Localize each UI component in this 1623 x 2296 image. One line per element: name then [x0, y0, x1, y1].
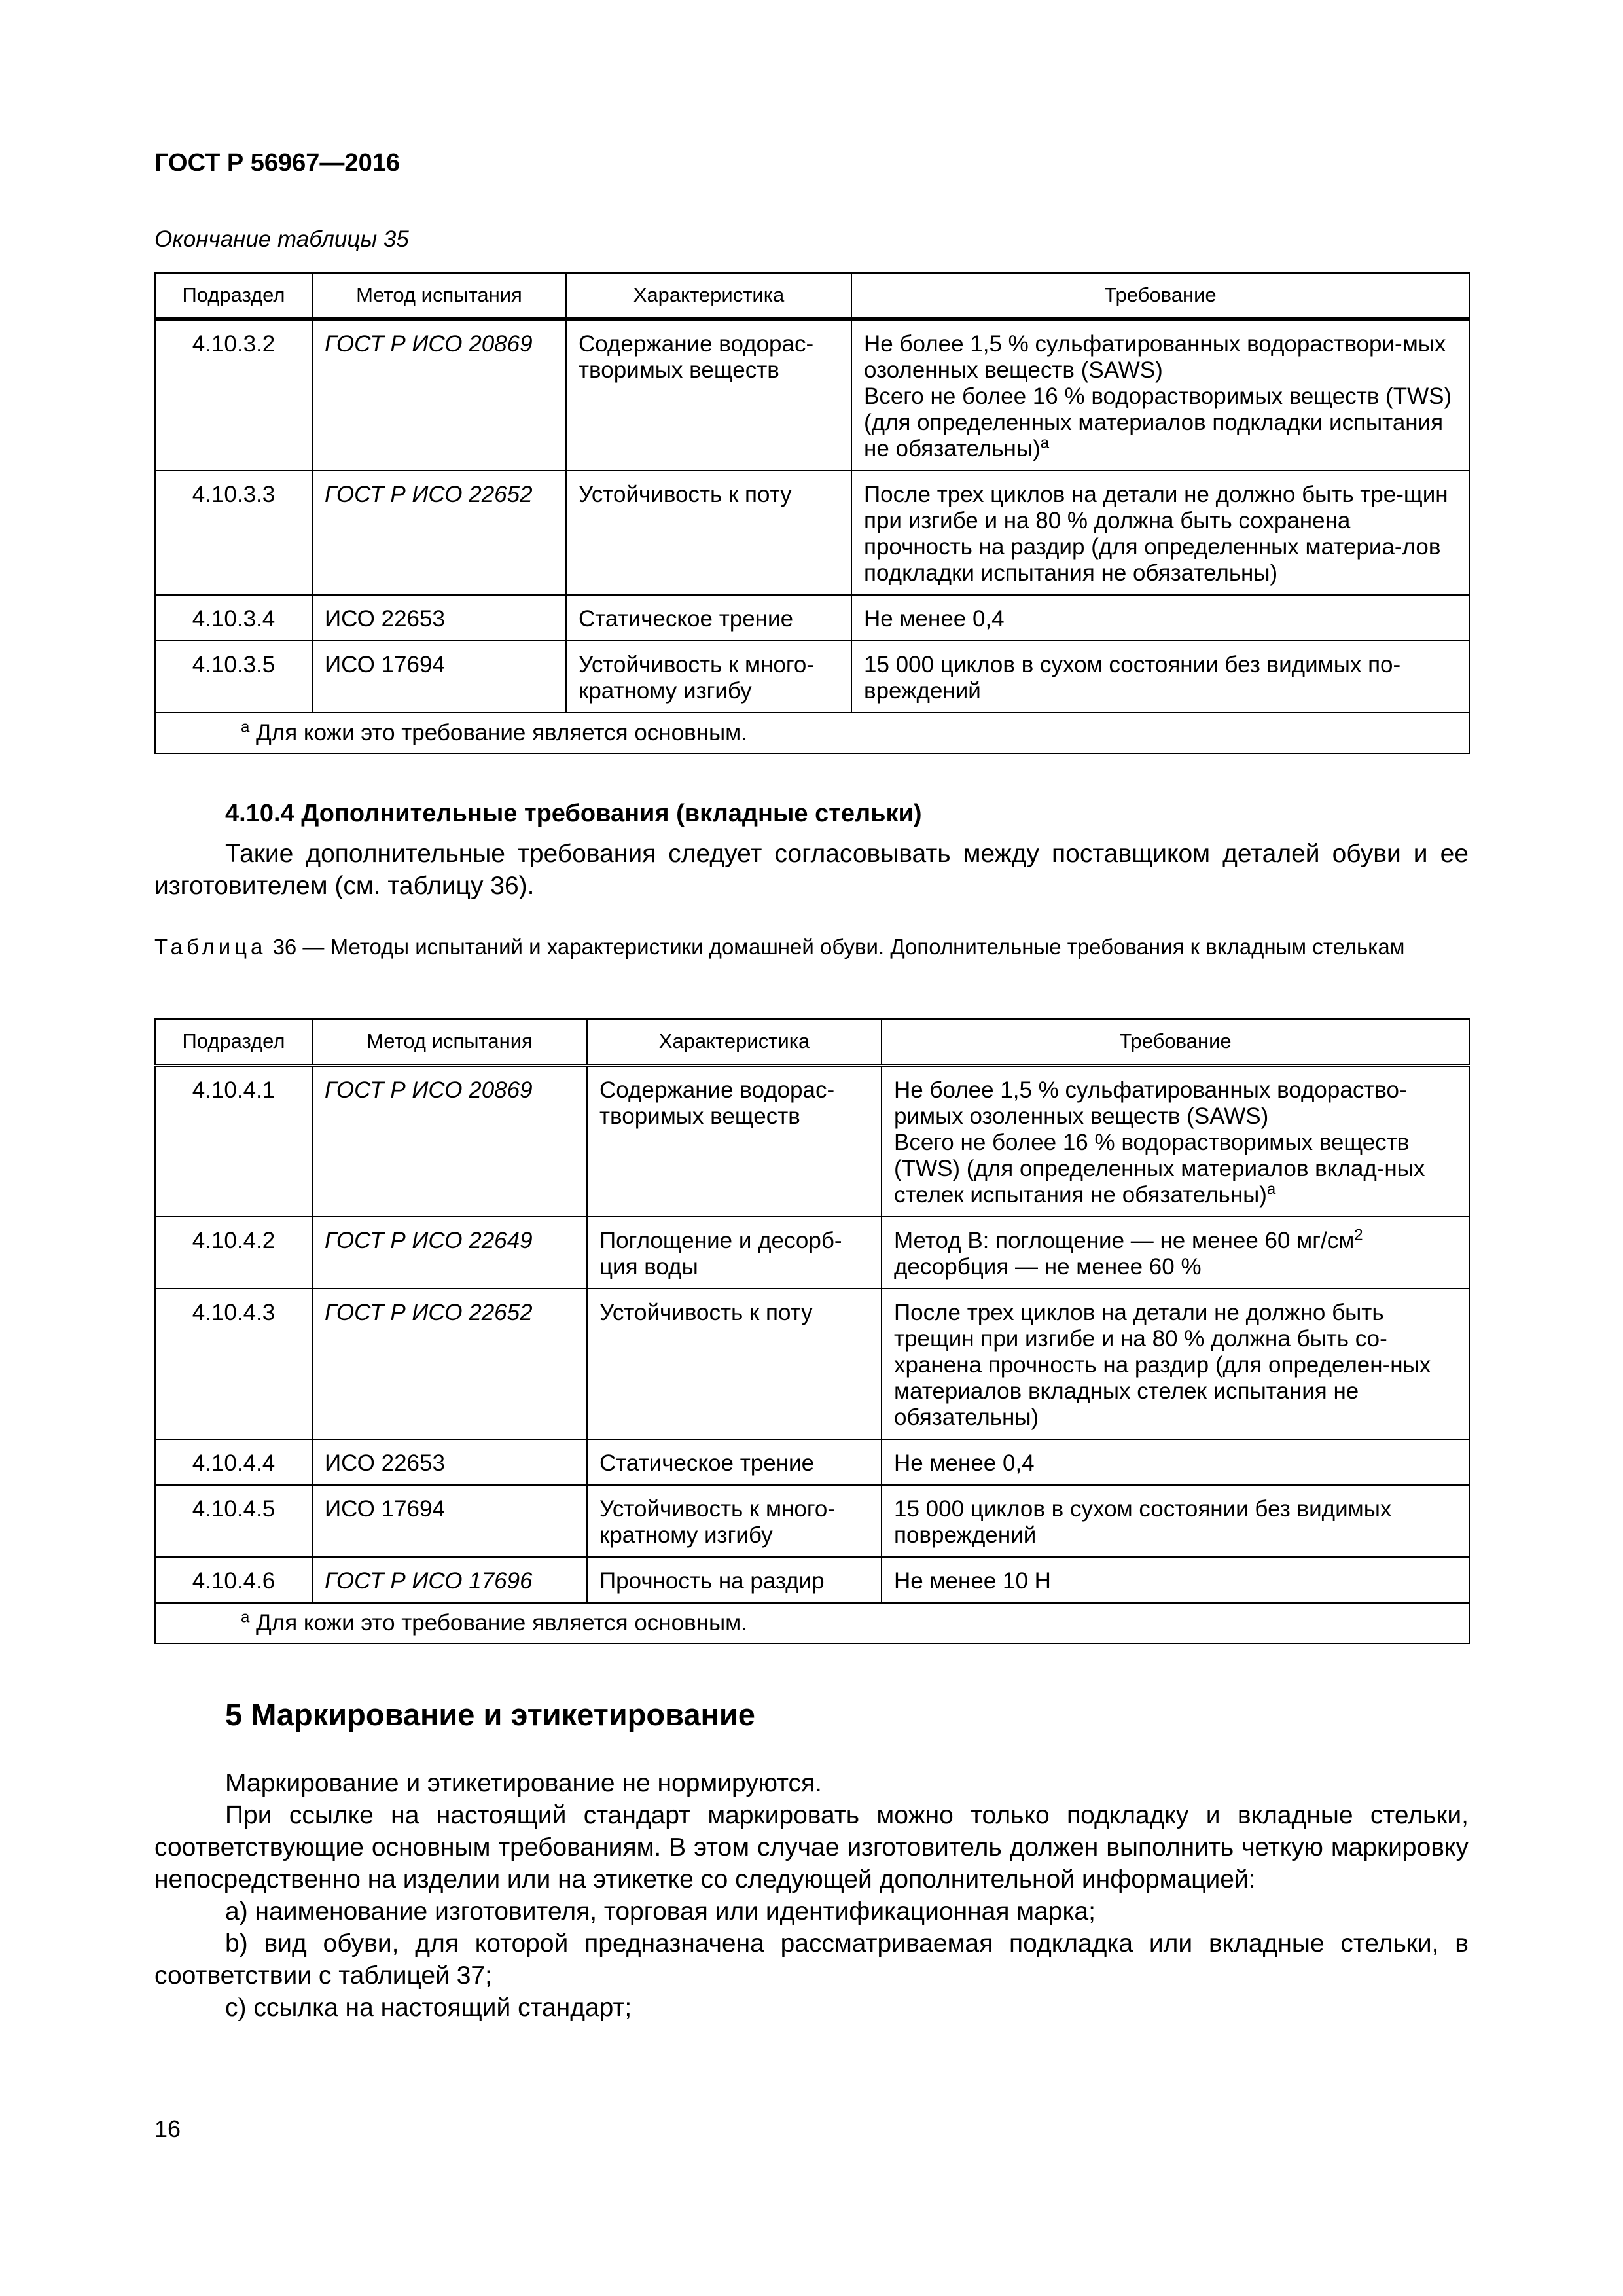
- cell-subsection: 4.10.3.3: [155, 471, 312, 595]
- cell-characteristic: Прочность на раздир: [587, 1557, 882, 1603]
- cell-requirement: [882, 1065, 1469, 1217]
- cell-requirement: 15 000 циклов в сухом состоянии без видимых повреждений: [882, 1485, 1469, 1557]
- requirement-line-1: Метод В: поглощение — не менее 60 мг/см: [894, 1227, 1355, 1253]
- table-row: [155, 1065, 1469, 1217]
- col-header-requirement: Требование: [851, 273, 1469, 319]
- cell-requirement: 15 000 циклов в сухом состоянии без видимых по-вреждений: [851, 641, 1469, 713]
- cell-requirement: Не менее 0,4: [882, 1439, 1469, 1485]
- cell-method: ИСО 17694: [312, 641, 566, 713]
- cell-subsection: 4.10.4.3: [155, 1289, 312, 1439]
- footnote-ref: a: [1266, 1179, 1276, 1198]
- footnote-text: Для кожи это требование является основным.: [256, 1609, 747, 1636]
- requirement-text: Не более 1,5 % сульфатированных водораствори-мых озоленных веществ (SAWS) Всего не более 16 % водорастворимых веществ (TWS) (для определенных материалов подкладки испытания не обязательны): [864, 331, 1452, 461]
- cell-requirement: Не менее 10 Н: [882, 1557, 1469, 1603]
- cell-requirement: После трех циклов на детали не должно быть трещин при изгибе и на 80 % должна быть со-хранена прочность на раздир (для определен-ных материалов вкладных стелек испытания не обязательны): [882, 1289, 1469, 1439]
- col-header-method: Метод испытания: [312, 273, 566, 319]
- section-5-para-1: Маркирование и этикетирование не нормируются.: [225, 1769, 823, 1797]
- col-header-method: Метод испытания: [312, 1019, 587, 1065]
- col-header-subsection: Подраздел: [155, 273, 312, 319]
- footnote-text: Для кожи это требование является основным.: [256, 719, 747, 745]
- cell-method: ГОСТ Р ИСО 17696: [312, 1557, 587, 1603]
- cell-requirement: [882, 1217, 1469, 1289]
- cell-method: ГОСТ Р ИСО 22652: [312, 1289, 587, 1439]
- table-36: [154, 1018, 1470, 1644]
- footnote-mark: a: [241, 717, 250, 736]
- cell-subsection: 4.10.4.5: [155, 1485, 312, 1557]
- list-item-a: а) наименование изготовителя, торговая или идентификационная марка;: [225, 1897, 1096, 1926]
- cell-characteristic: Устойчивость к много-кратному изгибу: [587, 1485, 882, 1557]
- table-caption-text: 36 — Методы испытаний и характеристики домашней обуви. Дополнительные требования к вкладным стелькам: [272, 935, 1405, 959]
- cell-method: ГОСТ Р ИСО 20869: [312, 319, 566, 471]
- cell-method: ГОСТ Р ИСО 20869: [312, 1065, 587, 1217]
- section-4-10-4-text: Такие дополнительные требования следует согласовывать между поставщиком деталей обуви и ее изготовителем (см. таблицу 36).: [154, 840, 1469, 900]
- table-35: [154, 272, 1470, 754]
- page-number: 16: [154, 2115, 181, 2142]
- col-header-characteristic: Характеристика: [587, 1019, 882, 1065]
- table-footnote: [155, 713, 1469, 753]
- table36-caption: [154, 933, 1469, 961]
- cell-characteristic: Содержание водорас-творимых веществ: [566, 319, 851, 471]
- list-item-c: с) ссылка на настоящий стандарт;: [225, 1994, 632, 2022]
- table-row: [155, 641, 1469, 713]
- cell-requirement: [851, 319, 1469, 471]
- table-label: Таблица: [154, 935, 267, 959]
- table-row: [155, 1485, 1469, 1557]
- standard-code: ГОСТ Р 56967—2016: [154, 149, 400, 177]
- cell-characteristic: Статическое трение: [587, 1439, 882, 1485]
- cell-characteristic: Устойчивость к много-кратному изгибу: [566, 641, 851, 713]
- cell-method: ГОСТ Р ИСО 22649: [312, 1217, 587, 1289]
- table-row: [155, 1439, 1469, 1485]
- cell-method: ИСО 22653: [312, 1439, 587, 1485]
- section-4-10-4-title: 4.10.4 Дополнительные требования (вкладные стельки): [225, 800, 922, 827]
- col-header-subsection: Подраздел: [155, 1019, 312, 1065]
- footnote-mark: a: [241, 1607, 250, 1626]
- table-footnote: [155, 1603, 1469, 1643]
- cell-subsection: 4.10.4.6: [155, 1557, 312, 1603]
- cell-subsection: 4.10.4.4: [155, 1439, 312, 1485]
- table-row: [155, 595, 1469, 641]
- cell-subsection: 4.10.4.2: [155, 1217, 312, 1289]
- table-row: [155, 319, 1469, 471]
- cell-requirement: После трех циклов на детали не должно быть тре-щин при изгибе и на 80 % должна быть сохранена прочность на раздир (для определенных материа-лов подкладки испытания не обязательны): [851, 471, 1469, 595]
- cell-characteristic: Устойчивость к поту: [566, 471, 851, 595]
- cell-characteristic: Содержание водорас-творимых веществ: [587, 1065, 882, 1217]
- cell-method: ИСО 22653: [312, 595, 566, 641]
- section-5-para-2: При ссылке на настоящий стандарт маркировать можно только подкладку и вкладные стельки, соответствующие основным требованиям. В этом случае изготовитель должен выполнить четкую маркировку непосредственно на изделии или на этикетке со следующей дополнительной информацией:: [154, 1801, 1469, 1893]
- cell-subsection: 4.10.3.4: [155, 595, 312, 641]
- cell-subsection: 4.10.4.1: [155, 1065, 312, 1217]
- cell-characteristic: Поглощение и десорб-ция воды: [587, 1217, 882, 1289]
- cell-subsection: 4.10.3.2: [155, 319, 312, 471]
- table-row: [155, 471, 1469, 595]
- col-header-characteristic: Характеристика: [566, 273, 851, 319]
- requirement-text: Не более 1,5 % сульфатированных водораство-римых озоленных веществ (SAWS) Всего не более 16 % водорастворимых веществ (TWS) (для определенных материалов вклад-ных стелек испытания не обязательны): [894, 1077, 1425, 1208]
- table-row: [155, 1289, 1469, 1439]
- cell-characteristic: Устойчивость к поту: [587, 1289, 882, 1439]
- col-header-requirement: Требование: [882, 1019, 1469, 1065]
- cell-method: ИСО 17694: [312, 1485, 587, 1557]
- table-footnote-row: [155, 1603, 1469, 1643]
- section-5-title: 5 Маркирование и этикетирование: [225, 1697, 755, 1732]
- table-row: [155, 1557, 1469, 1603]
- table35-caption: Окончание таблицы 35: [154, 226, 409, 252]
- cell-method: ГОСТ Р ИСО 22652: [312, 471, 566, 595]
- table-footnote-row: [155, 713, 1469, 753]
- cell-subsection: 4.10.3.5: [155, 641, 312, 713]
- unit-superscript: 2: [1354, 1225, 1363, 1244]
- cell-characteristic: Статическое трение: [566, 595, 851, 641]
- requirement-line-2: десорбция — не менее 60 %: [894, 1253, 1202, 1280]
- cell-requirement: Не менее 0,4: [851, 595, 1469, 641]
- list-item-b: b) вид обуви, для которой предназначена рассматриваемая подкладка или вкладные стельки, в соответствии с таблицей 37;: [154, 1929, 1469, 1990]
- footnote-ref: a: [1040, 433, 1050, 452]
- table-row: [155, 1217, 1469, 1289]
